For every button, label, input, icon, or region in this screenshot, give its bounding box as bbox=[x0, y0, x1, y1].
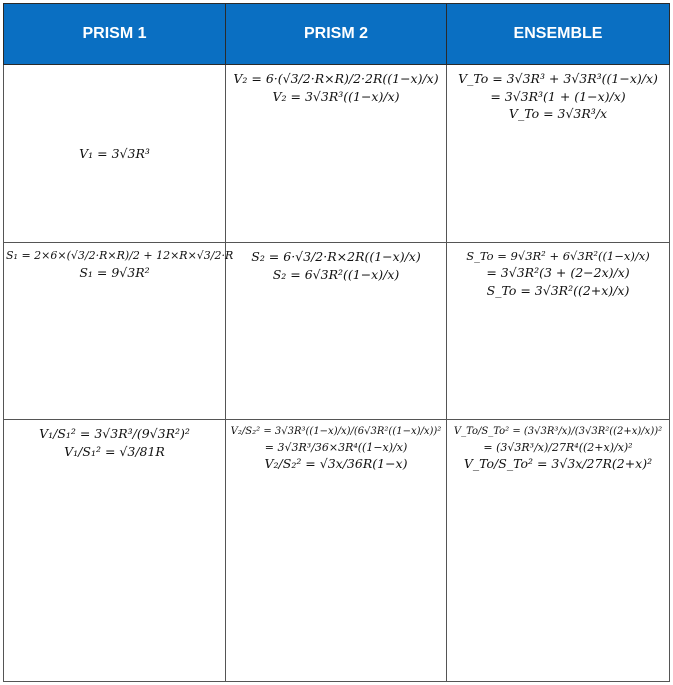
formula: = (3√3R³/x)/27R⁴((2+x)/x)² bbox=[483, 440, 633, 454]
formula: = 3√3R²(3 + (2−2x)/x) bbox=[486, 265, 630, 281]
formula: V₂/S₂² = 3√3R³((1−x)/x)/(6√3R²((1−x)/x))² bbox=[230, 426, 442, 437]
cell-p2-ratio bbox=[226, 420, 447, 682]
formula: S₂ = 6·√3/2·R×2R((1−x)/x) bbox=[251, 249, 421, 264]
cell-ensemble-ratio bbox=[447, 420, 670, 682]
formula: V₁/S₁² = 3√3R³/(9√3R²)² bbox=[39, 426, 190, 441]
formula: V₂ = 3√3R³((1−x)/x) bbox=[272, 88, 400, 104]
formula: = 3√3R³(1 + (1−x)/x) bbox=[490, 88, 626, 104]
cell-ensemble-volume bbox=[447, 65, 670, 243]
cell-p1-volume bbox=[4, 65, 226, 243]
cell-ensemble-surface bbox=[447, 243, 670, 420]
volume-row bbox=[4, 65, 670, 243]
formula: V_To/S_To² = (3√3R³/x)/(3√3R²((2+x)/x))² bbox=[453, 426, 663, 437]
formula: V₁ = 3√3R³ bbox=[79, 145, 150, 161]
formula: S₁ = 9√3R² bbox=[79, 264, 150, 280]
header-ensemble: ENSEMBLE bbox=[447, 4, 670, 65]
cell-p1-ratio bbox=[4, 420, 226, 682]
cell-p2-surface bbox=[226, 243, 447, 420]
formula: V₁/S₁² = √3/81R bbox=[64, 443, 165, 459]
formula: S_To = 3√3R²((2+x)/x) bbox=[486, 283, 630, 298]
formula: V_To/S_To² = 3√3x/27R(2+x)² bbox=[463, 456, 653, 472]
formula: S_To = 9√3R² + 6√3R²((1−x)/x) bbox=[466, 249, 650, 263]
formula: = 3√3R³/36×3R⁴((1−x)/x) bbox=[264, 440, 408, 454]
formula: V₂/S₂² = √3x/36R(1−x) bbox=[264, 456, 408, 472]
formula: S₁ = 2×6×(√3/2·R×R)/2 + 12×R×√3/2·R bbox=[6, 249, 234, 262]
header-prism-1: PRISM 1 bbox=[4, 4, 226, 65]
formula: S₂ = 6√3R²((1−x)/x) bbox=[272, 266, 400, 282]
formula-table bbox=[3, 3, 670, 682]
cell-p1-surface bbox=[4, 243, 234, 420]
cell-p2-volume bbox=[226, 65, 447, 243]
surface-row bbox=[4, 243, 670, 420]
formula: V₂ = 6·(√3/2·R×R)/2·2R((1−x)/x) bbox=[233, 71, 439, 86]
formula: V_To = 3√3R³ + 3√3R³((1−x)/x) bbox=[458, 71, 658, 86]
formula: V_To = 3√3R³/x bbox=[508, 106, 608, 122]
header-row bbox=[4, 4, 670, 65]
ratio-row bbox=[4, 420, 670, 682]
header-prism-2: PRISM 2 bbox=[226, 4, 447, 65]
